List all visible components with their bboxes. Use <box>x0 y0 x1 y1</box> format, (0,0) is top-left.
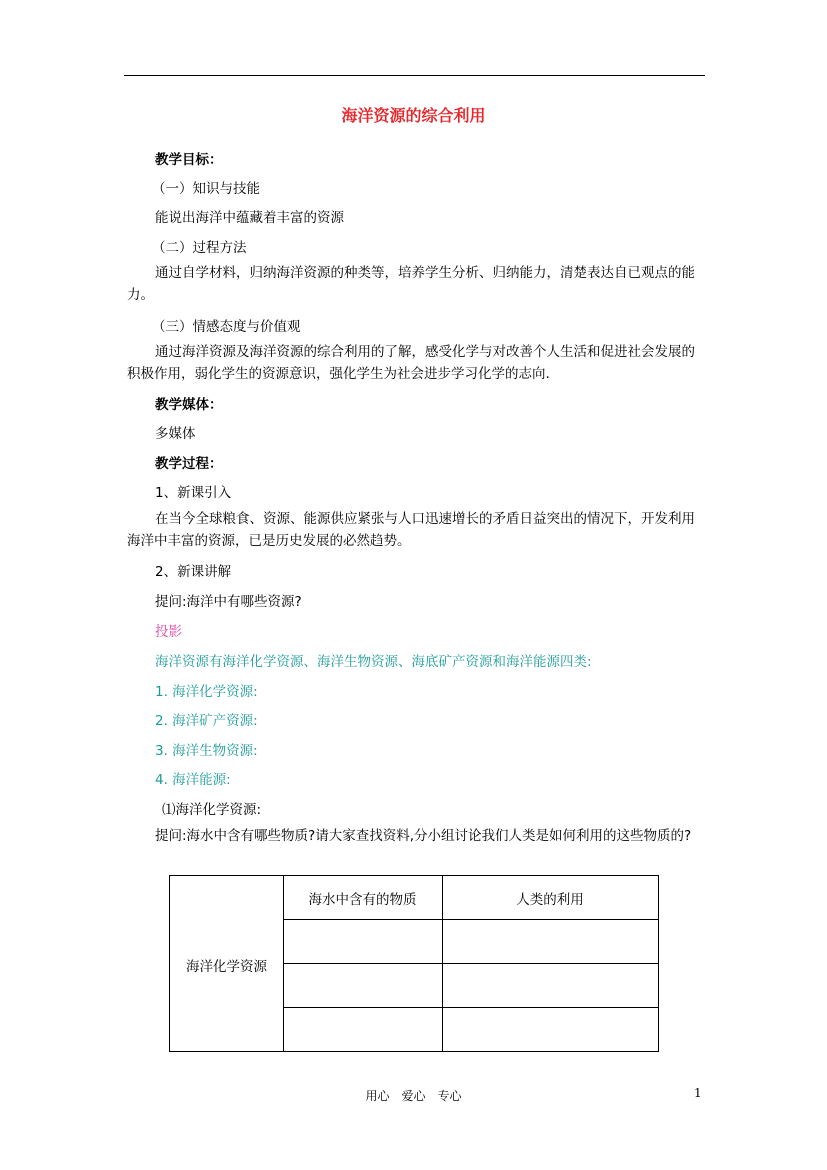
table-divider <box>283 963 658 964</box>
goal1-heading: （一）知识与技能 <box>152 181 260 197</box>
goal3-heading: （三）情感态度与价值观 <box>152 319 301 335</box>
goals-heading: 教学目标： <box>155 152 223 168</box>
table-divider <box>283 919 658 920</box>
question-resources: 提问:海洋中有哪些资源? <box>155 594 302 610</box>
media-text: 多媒体 <box>155 426 196 442</box>
step2-heading: 2、新课讲解 <box>155 564 232 580</box>
table-divider <box>283 1007 658 1008</box>
goal3-text: 通过海洋资源及海洋资源的综合利用的了解，感受化学与对改善个人生活和促进社会发展的积极作用，弱化学生的资源意识，强化学生为社会进步学习化学的志向. <box>127 344 695 382</box>
goal2-heading: （二）过程方法 <box>152 240 247 256</box>
page-title: 海洋资源的综合利用 <box>341 106 486 125</box>
projection-label: 投影 <box>155 624 182 640</box>
goal1-text: 能说出海洋中蕴藏着丰富的资源 <box>155 210 344 226</box>
process-heading: 教学过程： <box>155 456 223 472</box>
table-col-header-usage: 人类的利用 <box>516 892 584 908</box>
table-row-header: 海洋化学资源 <box>186 959 267 975</box>
resource-table <box>169 875 659 1052</box>
goal2-text: 通过自学材料，归纳海洋资源的种类等，培养学生分析、归纳能力，清楚表达自已观点的能力。 <box>127 265 695 303</box>
step1-text: 在当今全球粮食、资源、能源供应紧张与人口迅速增长的矛盾日益突出的情况下，开发利用海洋中丰富的资源，已是历史发展的必然趋势。 <box>127 511 695 549</box>
media-heading: 教学媒体： <box>155 397 223 413</box>
table-col-header-substances: 海水中含有的物质 <box>308 892 417 908</box>
projection-item: 3. 海洋生物资源: <box>155 743 258 759</box>
projection-item: 4. 海洋能源: <box>155 772 231 788</box>
step1-heading: 1、新课引入 <box>155 485 232 501</box>
header-rule <box>124 75 705 76</box>
page-number: 1 <box>694 1086 702 1100</box>
question-substances: 提问:海水中含有哪些物质?请大家查找资料,分小组讨论我们人类是如何利用的这些物质的? <box>155 828 692 844</box>
projection-item: 1. 海洋化学资源: <box>155 684 258 700</box>
projection-text: 海洋资源有海洋化学资源、海洋生物资源、海底矿产资源和海洋能源四类: <box>155 654 592 670</box>
projection-item: 2. 海洋矿产资源: <box>155 713 258 729</box>
page-footer: 用心 爱心 专心 <box>365 1089 462 1103</box>
sub1-heading: ⑴海洋化学资源: <box>162 802 262 818</box>
